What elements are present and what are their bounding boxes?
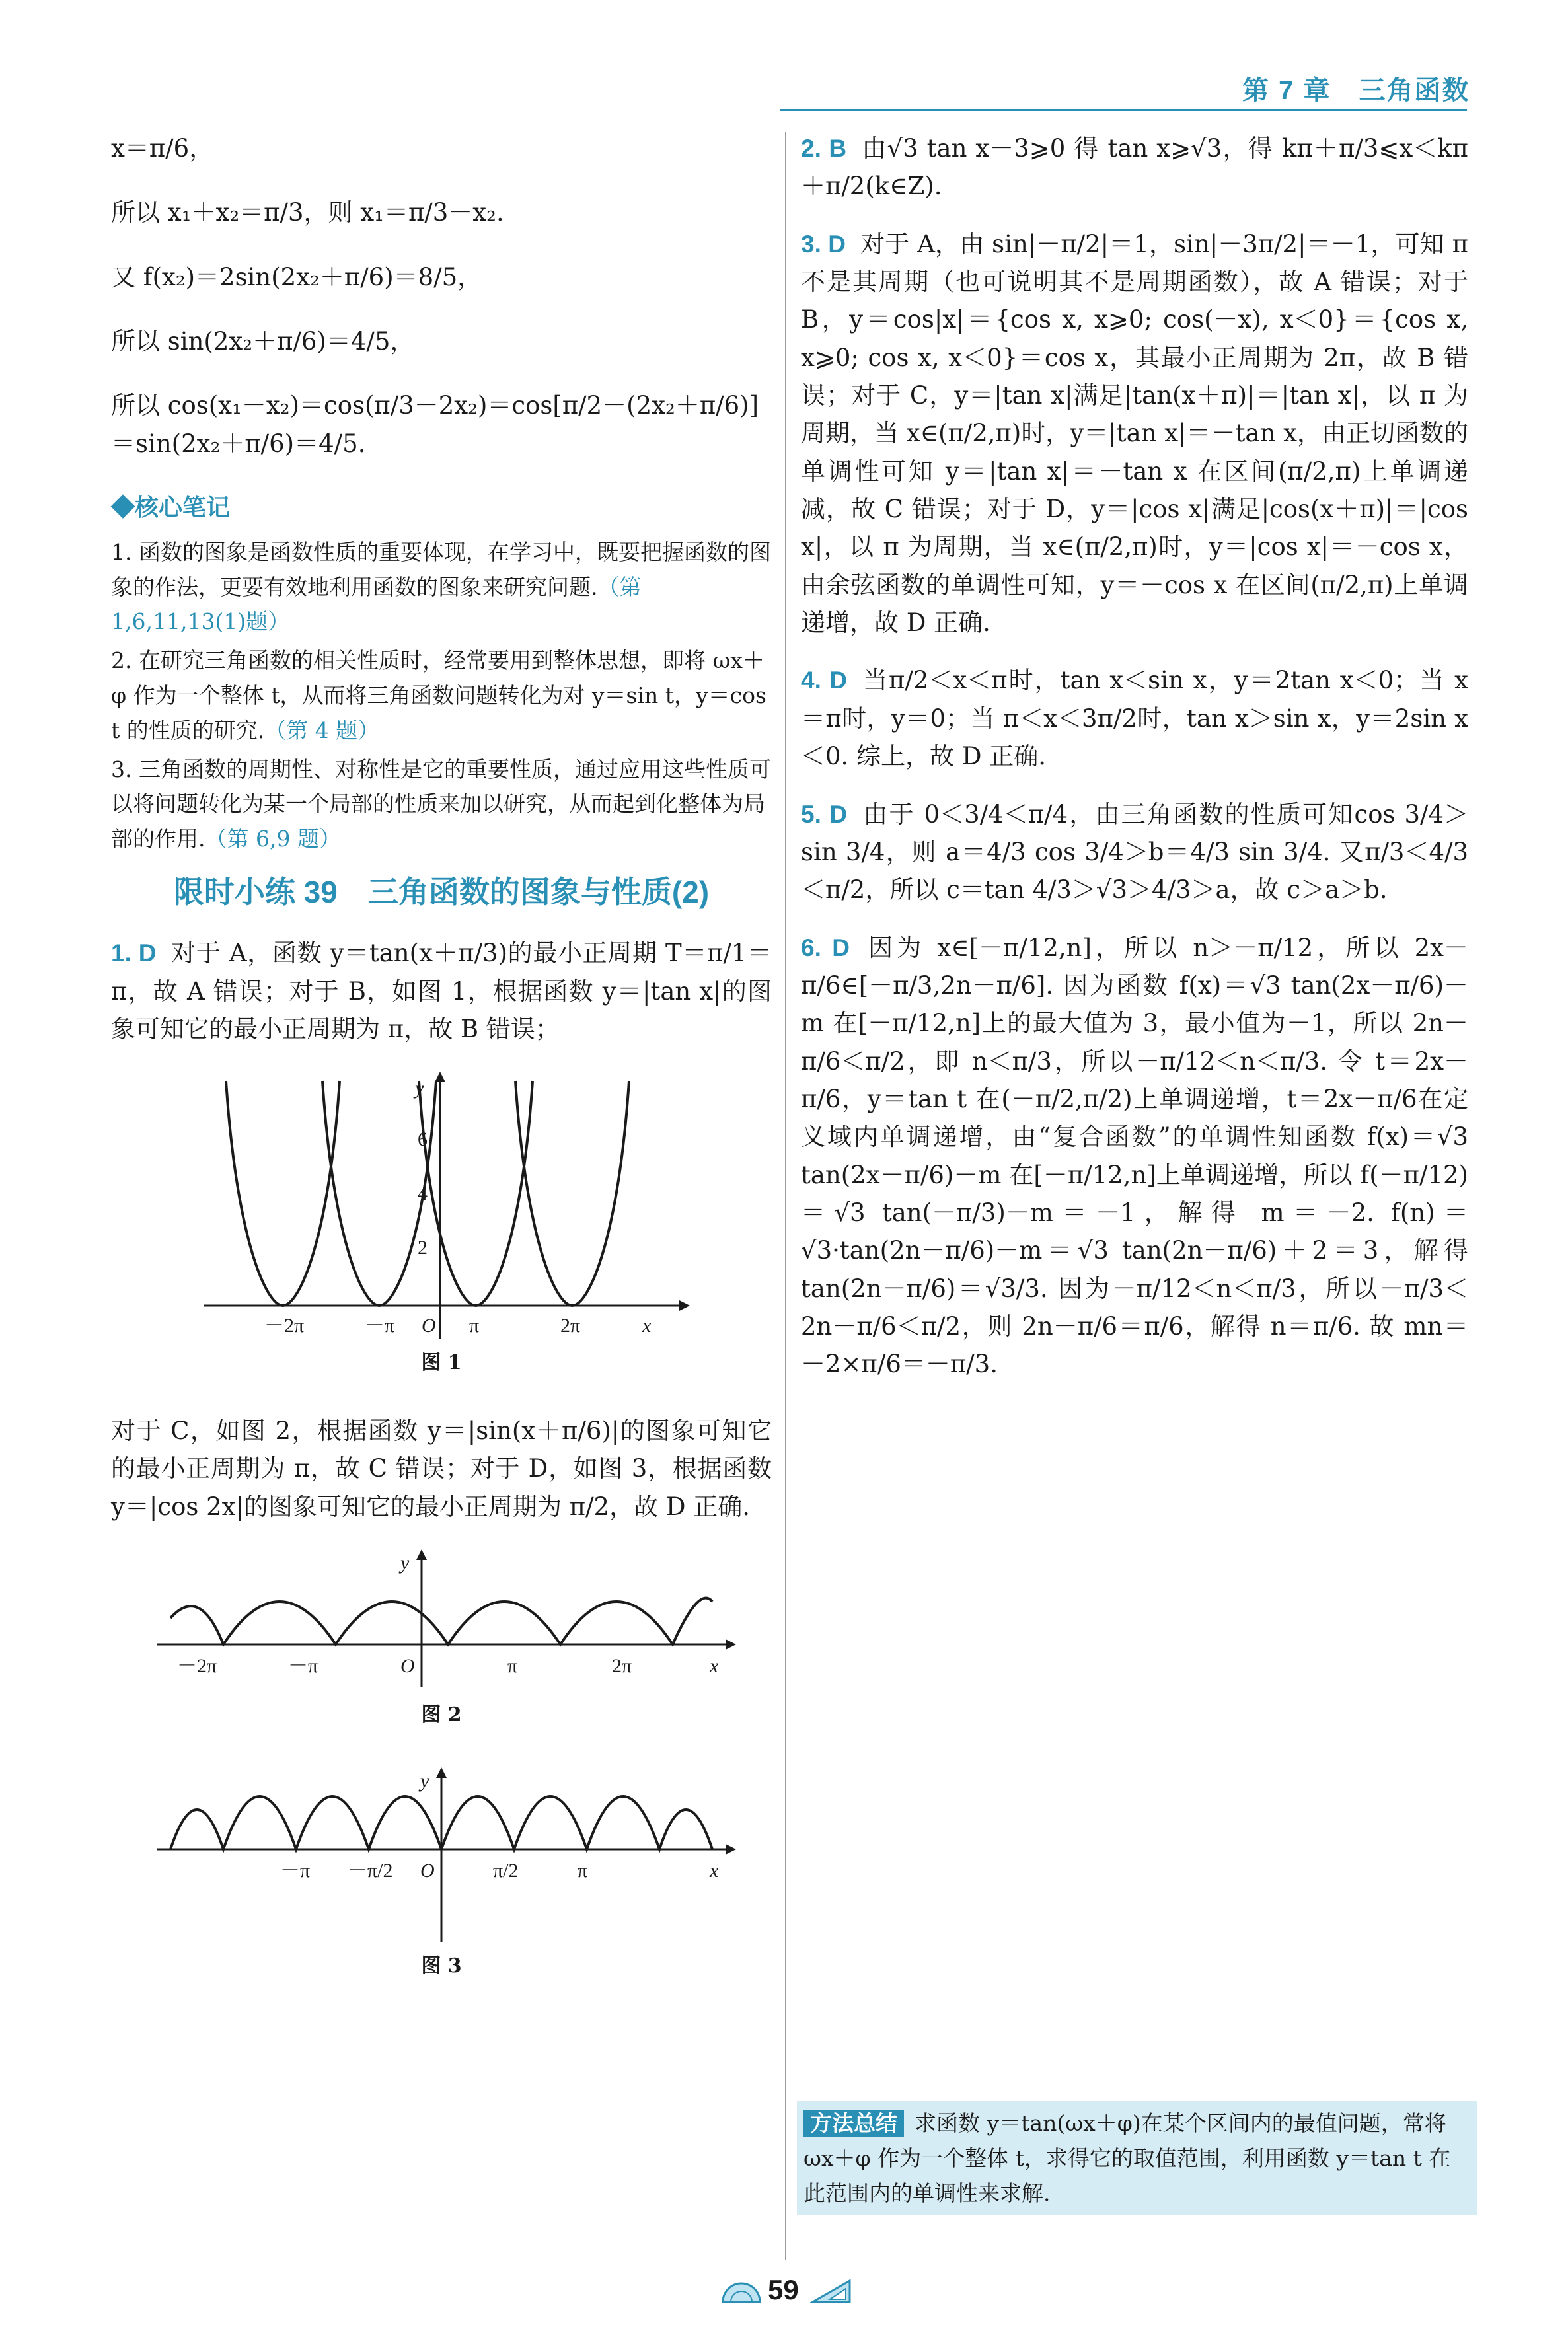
solution-line: x＝π/6， [111, 134, 214, 163]
x-tick-label: π/2 [493, 1860, 519, 1882]
section-title: 限时小练 39 三角函数的图象与性质(2) [173, 875, 710, 910]
core-note-title: ◆核心笔记 [111, 494, 231, 521]
y-label: y [400, 1551, 410, 1574]
solution-line: 所以 cos(x₁－x₂)＝cos(π/3－2x₂)＝cos[π/2－(2x₂＋π/6)]＝sin(2x₂＋π/6)＝4/5. [111, 391, 759, 458]
x-label: x [710, 1654, 719, 1677]
x-tick-label: π [578, 1860, 588, 1882]
answer-4 [801, 661, 1468, 775]
x-tick-label: －π [365, 1315, 395, 1337]
note-ref: （第 6,9 题） [205, 826, 341, 852]
answer-text: 由于 0＜3/4＜π/4，由三角函数的性质可知cos 3/4＞sin 3/4，则 a＝4/3 cos 3/4＞b＝4/3 sin 3/4. 又π/3＜4/3＜π/2，所以 c＝tan 4/3＞√3＞4/3＞a，故 c＞a＞b. [801, 799, 1468, 904]
y-label: y [420, 1770, 429, 1792]
answer-label: 5. D [801, 800, 848, 828]
y-tick-label: 2 [418, 1237, 428, 1259]
figure-3-caption: 图 3 [421, 1954, 462, 1978]
origin-label: O [400, 1654, 415, 1677]
y-axis-arrow [436, 1767, 447, 1778]
column-divider [785, 132, 786, 2260]
method-summary-text: 求函数 y＝tan(ωx＋φ)在某个区间内的最值问题，常将 ωx＋φ 作为一个整体 t，求得它的取值范围，利用函数 y＝tan t 在此范围内的单调性来求解. [803, 2110, 1451, 2206]
y-label: y [415, 1077, 424, 1099]
x-tick-label: －2π [177, 1654, 217, 1677]
x-label: x [642, 1315, 652, 1337]
note-text: 1. 函数的图象是函数性质的重要体现，在学习中，既要把握函数的图象的作法，更要有效地利用函数的图象来研究问题. [111, 538, 771, 600]
curve-branch [419, 1081, 533, 1306]
y-tick-label: 4 [418, 1183, 428, 1205]
figure-3-graph [144, 1763, 739, 1948]
answer-label: 6. D [801, 934, 850, 961]
x-tick-label: －π/2 [348, 1860, 393, 1882]
page-number: 59 [768, 2274, 799, 2305]
left-column [111, 129, 772, 2015]
solution-line: 所以 x₁＋x₂＝π/3，则 x₁＝π/3－x₂. [111, 198, 504, 227]
note-text: 3. 三角函数的周期性、对称性是它的重要性质，通过应用这些性质可以将问题转化为某一个局部的性质来加以研究，从而起到化整体为局部的作用. [111, 756, 771, 852]
note-ref: （第 4 题） [264, 717, 380, 743]
x-axis-arrow [679, 1300, 690, 1311]
solution-line: 又 f(x₂)＝2sin(2x₂＋π/6)＝8/5， [111, 262, 482, 291]
chapter-header: 第 7 章 三角函数 [1242, 76, 1470, 105]
answer-3 [801, 225, 1468, 642]
origin-label: O [420, 1860, 435, 1882]
method-summary-box [797, 2101, 1477, 2215]
figure-1-graph [190, 1068, 692, 1345]
answer-label: 4. D [801, 667, 847, 694]
answer-text: 对于 A，由 sin|－π/2|＝1，sin|－3π/2|＝－1，可知 π 不是其周期（也可说明其不是周期函数），故 A 错误；对于 B，y＝cos|x|＝{cos x, x⩾0; cos(－x), x＜0}＝{cos x, x⩾0; cos x, x＜0}＝cos x，其最小正周期为 2π，故 B 错误；对于 C，y＝|tan x|满足|tan(x＋π)|＝|tan x|，以 π 为周期，当 x∈(π/2,π)时，y＝|tan x|＝－tan x，由正切函数的单调性可知 y＝|tan x|＝－tan x 在区间(π/2,π)上单调递减，故 C 错误；对于 D，y＝|cos x|满足|cos(x＋π)|＝|cos x|，以 π 为周期，当 x∈(π/2,π)时，y＝|cos x|＝－cos x，由余弦函数的单调性可知，y＝－cos x 在区间(π/2,π)上单调递增，故 D 正确. [801, 229, 1468, 638]
answer-label: 1. D [111, 940, 157, 967]
y-tick-label: 6 [418, 1128, 428, 1151]
answer-text: 当π/2＜x＜π时，tan x＜sin x，y＝2tan x＜0；当 x＝π时，y＝0；当 π＜x＜3π/2时，tan x＞sin x，y＝2sin x＜0. 综上，故 D 正确. [801, 666, 1468, 771]
note-text: 2. 在研究三角函数的相关性质时，经常要用到整体思想，即将 ωx＋φ 作为一个整体 t，从而将三角函数问题转化为对 y＝sin t，y＝cos t 的性质的研究. [111, 647, 766, 743]
answer-label: 3. D [801, 230, 846, 258]
solution-line: 所以 sin(2x₂＋π/6)＝4/5， [111, 327, 415, 356]
answer-2 [801, 129, 1468, 205]
x-tick-label: －2π [264, 1315, 305, 1337]
x-tick-label: π [507, 1654, 518, 1677]
y-axis-arrow [435, 1072, 445, 1082]
answer-text: 由√3 tan x－3⩾0 得 tan x⩾√3，得 kπ＋π/3⩽x＜kπ＋π/2(k∈Z). [801, 134, 1469, 201]
method-summary-label: 方法总结 [803, 2110, 904, 2137]
x-tick-label: －π [288, 1654, 318, 1677]
core-note-item [111, 644, 772, 748]
core-note-item [111, 535, 772, 640]
figure-2-caption: 图 2 [421, 1703, 462, 1726]
right-column [801, 129, 1468, 1403]
answer-text: 对于 A，函数 y＝tan(x＋π/3)的最小正周期 T＝π/1＝π，故 A 错误；对于 B，如图 1，根据函数 y＝|tan x|的图象可知它的最小正周期为 π，故 B 错误； [111, 939, 772, 1044]
page-number-footer [720, 2274, 852, 2307]
figure-1-caption: 图 1 [421, 1351, 462, 1375]
core-note-item [111, 753, 772, 857]
curve-branch [226, 1081, 340, 1306]
curve-branch [515, 1081, 629, 1306]
answer-label: 2. B [801, 135, 847, 162]
answer-6 [801, 929, 1468, 1384]
protractor-icon [720, 2278, 763, 2305]
header-rule [780, 109, 1467, 111]
x-tick-label: 2π [612, 1654, 632, 1677]
x-tick-label: 2π [560, 1315, 581, 1337]
x-axis-arrow [726, 1639, 736, 1650]
figure-2-graph [144, 1545, 739, 1697]
note-ref: （第 1,6,11,13(1)题） [111, 573, 642, 635]
answer-5 [801, 795, 1468, 909]
x-tick-label: －π [280, 1860, 311, 1882]
answer-1 [111, 934, 772, 1048]
answer-text: 因为 x∈[－π/12,n]，所以 n＞－π/12，所以 2x－π/6∈[－π/3,2n－π/6]. 因为函数 f(x)＝√3 tan(2x－π/6)－m 在[－π/12,n]上的最大值为 3，最小值为－1，所以 2n－π/6＜π/2，即 n＜π/3，所以－π/12＜n＜π/3. 令 t＝2x－π/6，y＝tan t 在(－π/2,π/2)上单调递增，t＝2x－π/6在定义域内单调递增，由“复合函数”的单调性知函数 f(x)＝√3 tan(2x－π/6)－m 在[－π/12,n]上单调递增，所以 f(－π/12)＝√3 tan(－π/3)－m＝－1，解得 m＝－2. f(n)＝√3·tan(2n－π/6)－m＝√3 tan(2n－π/6)＋2＝3，解得 tan(2n－π/6)＝√3/3. 因为－π/12＜n＜π/3，所以－π/3＜2n－π/6＜π/2，则 2n－π/6＝π/6，解得 n＝π/6. 故 mn＝－2×π/6＝－π/3. [801, 933, 1469, 1379]
x-tick-label: π [469, 1315, 480, 1337]
x-label: x [710, 1860, 719, 1882]
origin-label: O [422, 1315, 436, 1337]
curve [170, 1598, 712, 1644]
answer-1-continued: 对于 C，如图 2，根据函数 y＝|sin(x＋π/6)|的图象可知它的最小正周期为 π，故 C 错误；对于 D，如图 3，根据函数 y＝|cos 2x|的图象可知它的最小正周期为 π/2，故 D 正确. [111, 1416, 772, 1521]
set-square-icon [810, 2278, 852, 2305]
y-axis-arrow [416, 1549, 427, 1560]
x-axis-arrow [726, 1844, 736, 1855]
